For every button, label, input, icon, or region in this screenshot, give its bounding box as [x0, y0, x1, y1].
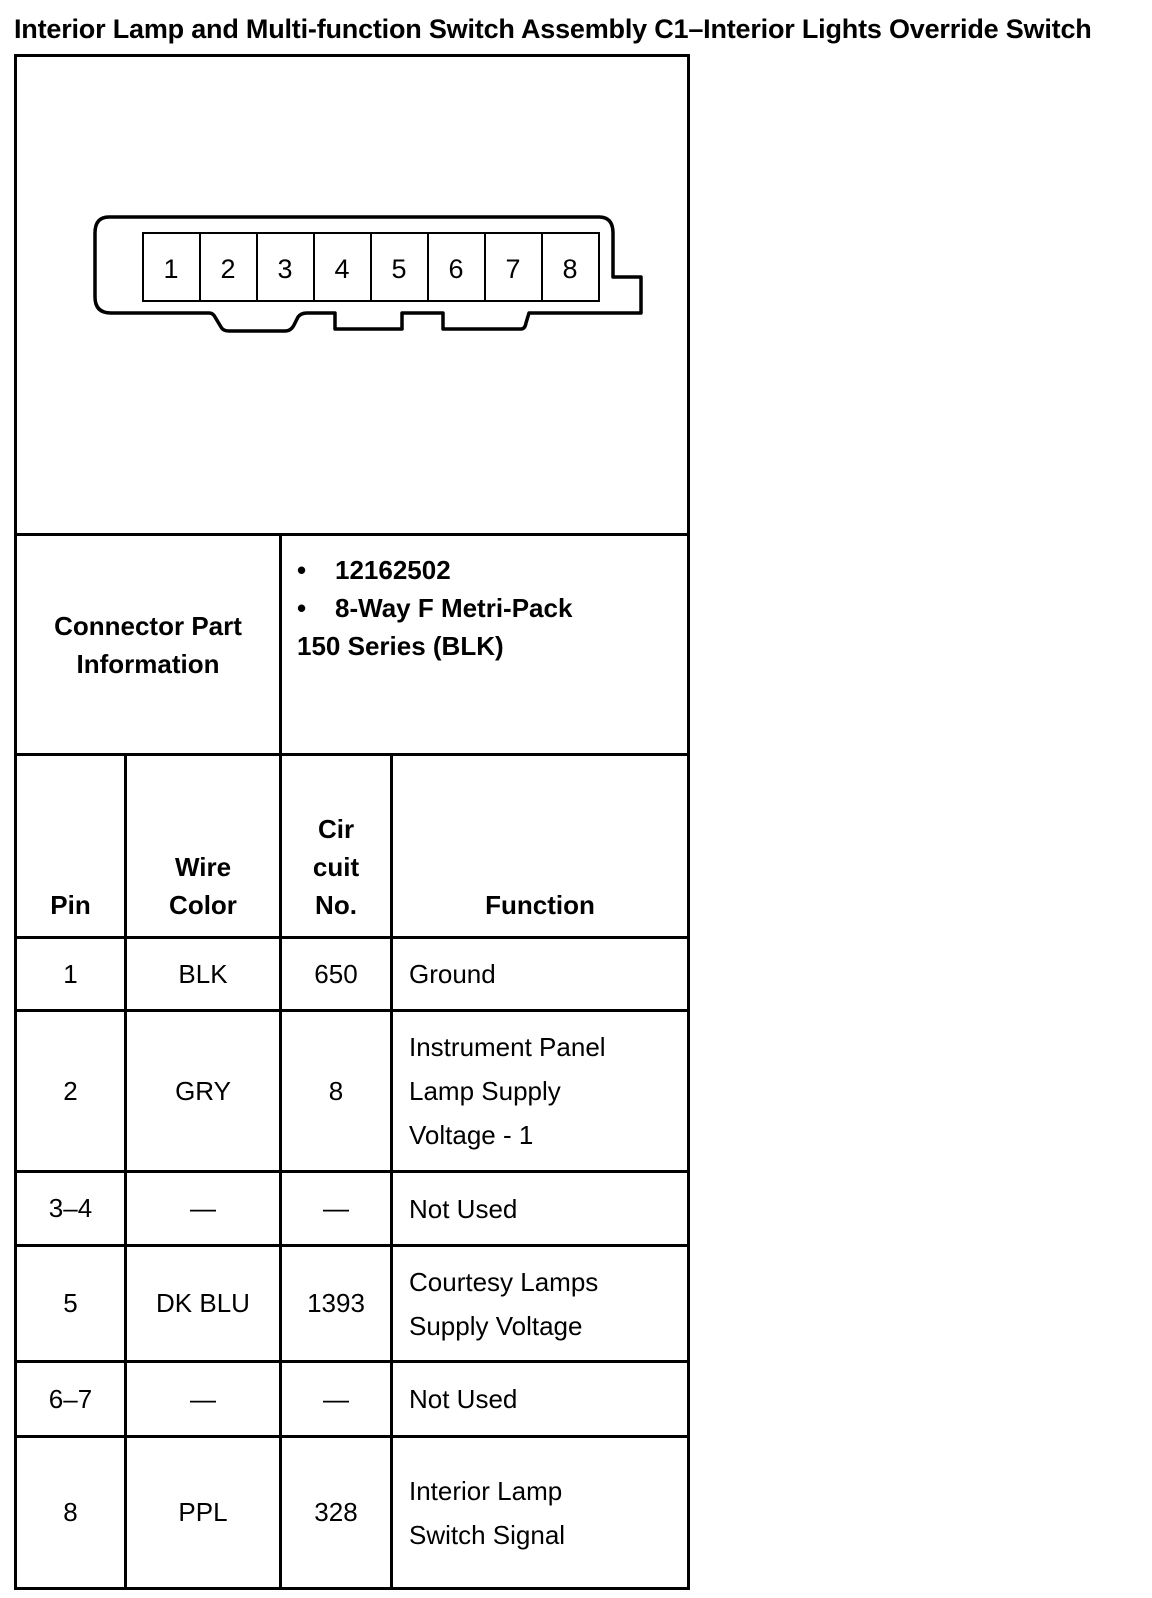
text-line: Not Used [409, 1193, 518, 1224]
pin-label: 6 [448, 254, 464, 284]
text-line: Function [485, 890, 595, 920]
text-line: cuit [312, 852, 360, 882]
cell-function [393, 939, 687, 1009]
header-circuit-no [282, 756, 390, 936]
cell-wire-color: — [190, 1193, 216, 1223]
header-function [393, 756, 687, 936]
part-info-label-line: Connector Part [54, 610, 242, 641]
cell-wire-color: PPL [178, 1497, 228, 1527]
pin-label: 5 [391, 254, 407, 284]
cell-wire-color: BLK [178, 958, 228, 989]
part-number-row [297, 551, 687, 589]
connector-type: 8-Way F Metri-Pack [335, 592, 573, 623]
pin-label: 3 [277, 254, 293, 284]
cell-circuit: — [323, 1193, 349, 1223]
cell-pin: 2 [63, 1075, 78, 1106]
cell-function [393, 1012, 687, 1170]
cell-circuit: 1393 [307, 1288, 365, 1318]
part-info-label [17, 536, 279, 753]
text-line: Color [169, 890, 237, 920]
text-line: Lamp Supply [409, 1076, 561, 1106]
text-line: No. [315, 890, 357, 920]
cell-pin: 6–7 [48, 1383, 93, 1414]
text-line: Not Used [409, 1384, 518, 1414]
text-line: Wire [174, 852, 232, 882]
text-line: Cir [317, 814, 355, 844]
cell-circuit: — [323, 1383, 349, 1414]
cell-wire-color: — [190, 1383, 216, 1414]
text-line: Courtesy Lamps [409, 1266, 599, 1297]
text-line: Instrument Panel [409, 1032, 606, 1062]
part-info-label-line: Information [76, 648, 220, 679]
cell-wire-color: GRY [175, 1075, 231, 1106]
text-line: Voltage - 1 [409, 1120, 534, 1150]
pin-label: 8 [562, 254, 578, 284]
text-line: Pin [50, 890, 91, 920]
connector-info-table [14, 54, 690, 1590]
cell-circuit: 8 [328, 1075, 344, 1106]
header-pin [17, 756, 124, 936]
cell-function [393, 1438, 687, 1587]
text-line: Interior Lamp [409, 1475, 563, 1506]
connector-series: 150 Series (BLK) [297, 630, 504, 661]
text-line: Supply Voltage [409, 1310, 583, 1341]
cell-function [393, 1247, 687, 1360]
cell-function [393, 1173, 687, 1244]
cell-pin: 1 [63, 958, 78, 989]
header-wire-color [127, 756, 279, 936]
bullet-icon: • [297, 554, 307, 585]
cell-circuit: 328 [314, 1497, 358, 1527]
pin-label: 2 [220, 254, 236, 284]
connector-face-diagram [17, 57, 687, 535]
cell-function [393, 1363, 687, 1435]
bullet-icon: • [297, 592, 307, 623]
document-title: Interior Lamp and Multi-function Switch Assembly C1–Interior Lights Override Switch [14, 14, 1092, 44]
cell-pin: 5 [63, 1288, 78, 1318]
pin-label: 4 [334, 254, 350, 284]
connector-type-row [297, 589, 687, 627]
divider [279, 533, 282, 753]
cell-circuit: 650 [314, 958, 358, 989]
cell-pin: 3–4 [48, 1193, 93, 1223]
part-number: 12162502 [335, 554, 451, 585]
text-line: Switch Signal [409, 1519, 566, 1550]
text-line: Ground [409, 959, 496, 989]
part-info-values [297, 551, 687, 665]
cell-pin: 8 [63, 1497, 78, 1527]
connector-series-row [297, 627, 687, 665]
pin-label: 1 [163, 254, 179, 284]
pin-label: 7 [505, 254, 521, 284]
cell-wire-color: DK BLU [156, 1288, 250, 1318]
